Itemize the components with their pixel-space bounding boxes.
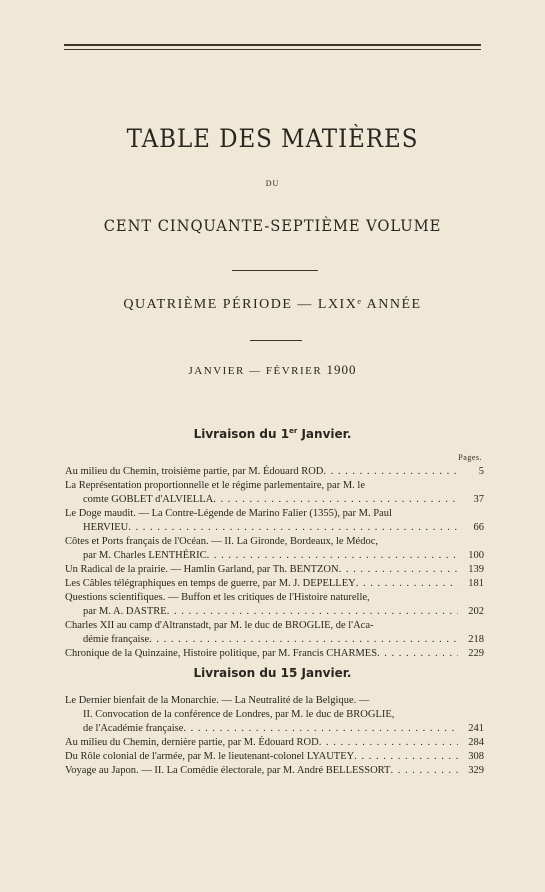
toc-page-number: 66 bbox=[473, 522, 484, 533]
toc-entry-text: démie française bbox=[83, 634, 150, 645]
toc-entry-text: La Représentation proportionnelle et le régime parlementaire, par M. le bbox=[65, 480, 366, 491]
toc-page-number: 284 bbox=[468, 737, 484, 748]
toc-entry bbox=[65, 619, 484, 647]
pages-column-label: Pages. bbox=[458, 453, 482, 462]
date-months: JANVIER — FÉVRIER bbox=[188, 365, 323, 377]
date-range bbox=[0, 362, 545, 378]
toc-entry-text: Charles XII au camp d'Altranstadt, par M. le duc de BROGLIE, de l'Aca- bbox=[65, 620, 374, 631]
du-label: DU bbox=[265, 179, 280, 188]
toc-list-2 bbox=[65, 694, 484, 778]
toc-entry-text: par M. A. DASTRE bbox=[83, 606, 167, 617]
toc-entry-text: Le Doge maudit. — La Contre-Légende de Marino Falier (1355), par M. Paul bbox=[65, 508, 392, 519]
toc-entry-text: Au milieu du Chemin, dernière partie, par M. Édouard ROD bbox=[65, 737, 319, 748]
divider-rule bbox=[232, 270, 318, 271]
dot-leader bbox=[390, 764, 458, 778]
dot-leader bbox=[183, 722, 458, 736]
dot-leader bbox=[167, 605, 458, 619]
dot-leader bbox=[354, 750, 458, 764]
dot-leader bbox=[213, 493, 458, 507]
toc-entry bbox=[65, 563, 484, 577]
toc-page-number: 37 bbox=[473, 494, 484, 505]
dot-leader bbox=[128, 521, 458, 535]
toc-entry-text: comte GOBLET d'ALVIELLA bbox=[83, 494, 214, 505]
section-heading-1: Livraison du 1er Janvier. bbox=[193, 427, 352, 441]
dot-leader bbox=[319, 736, 458, 750]
period-heading: QUATRIÈME PÉRIODE — LXIXᵉ ANNÉE bbox=[123, 297, 422, 312]
toc-page-number: 139 bbox=[468, 564, 484, 575]
toc-entry bbox=[65, 647, 484, 661]
toc-page-number: 100 bbox=[468, 550, 484, 561]
toc-entry bbox=[65, 591, 484, 619]
dot-leader bbox=[356, 577, 458, 591]
toc-entry-text: Chronique de la Quinzaine, Histoire politique, par M. Francis CHARMES bbox=[65, 648, 378, 659]
toc-page-number: 5 bbox=[478, 466, 484, 477]
toc-page-number: 202 bbox=[468, 606, 484, 617]
toc-entry bbox=[65, 577, 484, 591]
toc-entry-text: Côtes et Ports français de l'Océan. — II. La Gironde, Bordeaux, le Médoc, bbox=[65, 536, 379, 547]
toc-entry-text: II. Convocation de la conférence de Londres, par M. le duc de BROGLIE, bbox=[83, 709, 395, 720]
date-year: 1900 bbox=[326, 362, 357, 377]
toc-entry bbox=[65, 507, 484, 535]
toc-entry bbox=[65, 736, 484, 750]
toc-entry bbox=[65, 694, 484, 736]
toc-entry bbox=[65, 535, 484, 563]
toc-entry-text: de l'Académie française bbox=[83, 723, 184, 734]
top-rule-thick bbox=[64, 44, 481, 46]
toc-entry bbox=[65, 479, 484, 507]
toc-entry-text: Questions scientifiques. — Buffon et les critiques de l'Histoire naturelle, bbox=[65, 592, 370, 603]
dot-leader bbox=[377, 647, 458, 661]
toc-entry bbox=[65, 750, 484, 764]
toc-entry-text: par M. Charles LENTHÉRIC bbox=[83, 550, 207, 561]
toc-page-number: 241 bbox=[468, 723, 484, 734]
toc-entry-text: HERVIEU bbox=[83, 522, 129, 533]
dot-leader bbox=[323, 465, 458, 479]
dot-leader bbox=[207, 549, 458, 563]
toc-page-number: 329 bbox=[468, 765, 484, 776]
toc-page-number: 229 bbox=[468, 648, 484, 659]
toc-entry-text: Les Câbles télégraphiques en temps de guerre, par M. J. DEPELLEY bbox=[65, 578, 356, 589]
toc-entry-text: Du Rôle colonial de l'armée, par M. le lieutenant-colonel LYAUTEY bbox=[65, 751, 355, 762]
toc-entry-text: Voyage au Japon. — II. La Comédie électorale, par M. André BELLESSORT bbox=[65, 765, 391, 776]
volume-subtitle: CENT CINQUANTE-SEPTIÈME VOLUME bbox=[103, 216, 442, 235]
toc-page-number: 218 bbox=[468, 634, 484, 645]
page-title: TABLE DES MATIÈRES bbox=[126, 124, 419, 153]
toc-entry bbox=[65, 764, 484, 778]
toc-entry-text: Un Radical de la prairie. — Hamlin Garland, par Th. BENTZON bbox=[65, 564, 339, 575]
dot-leader bbox=[339, 563, 458, 577]
toc-page-number: 181 bbox=[468, 578, 484, 589]
toc-page-number: 308 bbox=[468, 751, 484, 762]
divider-rule-small bbox=[250, 340, 302, 341]
toc-list-1 bbox=[65, 465, 484, 661]
toc-entry-text: Le Dernier bienfait de la Monarchie. — La Neutralité de la Belgique. — bbox=[65, 695, 370, 706]
dot-leader bbox=[149, 633, 458, 647]
top-rule-thin bbox=[64, 49, 481, 50]
toc-entry bbox=[65, 465, 484, 479]
toc-entry-text: Au milieu du Chemin, troisième partie, par M. Édouard ROD bbox=[65, 466, 324, 477]
section-heading-2: Livraison du 15 Janvier. bbox=[193, 666, 352, 680]
